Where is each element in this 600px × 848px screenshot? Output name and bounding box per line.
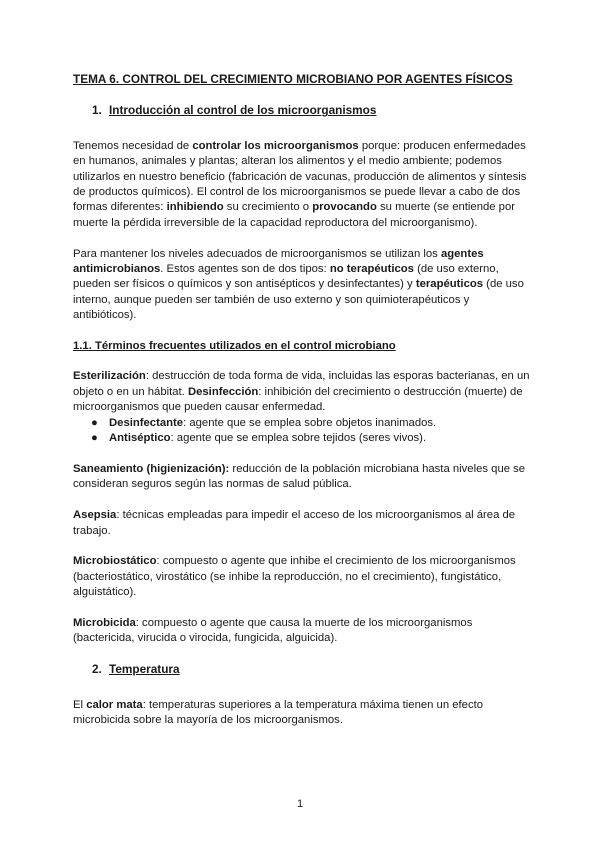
term-desinfectante: Desinfectante (109, 416, 184, 429)
saneamiento-paragraph (73, 462, 533, 493)
text-run: El (73, 698, 87, 711)
section-2-heading (92, 662, 533, 677)
bullet-icon: ● (91, 416, 98, 429)
microbiostatico-paragraph (73, 554, 533, 600)
text-run: (de uso interno, aunque pueden ser también de uso externo y son quimioterapéuticos y antibióticos). (73, 278, 524, 322)
definition-text: : inhibición del crecimiento o destrucción (muerte) de microorganismos que pueden causar enfermedad. (73, 385, 523, 414)
term-microbicida: Microbicida (73, 616, 136, 629)
text-run: su crecimiento o (223, 201, 313, 214)
intro-paragraph-2 (73, 247, 533, 324)
bullet-list (73, 416, 533, 447)
term-asepsia: Asepsia (73, 509, 117, 522)
term-antiseptico: Antiséptico (109, 432, 171, 445)
term-desinfeccion: Desinfección (187, 385, 259, 398)
intro-paragraph-1 (73, 139, 533, 231)
definition-text: : compuesto o agente que causa la muerte de los microorganismos (bactericida, virucida o virocida, fungicida, alguicida). (73, 616, 473, 645)
text-run: Para mantener los niveles adecuados de microorganismos se utilizan los (73, 247, 441, 260)
document-title: TEMA 6. CONTROL DEL CRECIMIENTO MICROBIANO POR AGENTES FÍSICOS (73, 72, 513, 86)
text-run: porque: producen enfermedades en humanos, animales y plantas; alteran los alimentos y el medio ambiente; podemos utilizarlos en nuestro beneficio (fabricación de vacunas, producción de alimentos y síntesis de productos químicos). El control de los microorganismos se puede llevar a cabo de dos formas diferentes: (73, 139, 527, 214)
bold-run: provocando (312, 201, 377, 214)
bold-run: no terapéuticos (329, 263, 414, 276)
list-item (73, 431, 533, 446)
term-esterilizacion: Esterilización (73, 370, 146, 383)
esterilizacion-paragraph (73, 369, 533, 415)
bold-run: inhibiendo (166, 201, 224, 214)
section-1-number: 1. (92, 103, 102, 118)
section-1-1-heading: 1.1. Términos frecuentes utilizados en el control microbiano (73, 340, 396, 353)
definition-text: : compuesto o agente que inhibe el crecimiento de los microorganismos (bacteriostático, virostático (se inhibe la reproducción, no el crecimiento), fungistático, alguistático). (73, 555, 516, 599)
text-run: . Estos agentes son de dos tipos: (160, 263, 330, 276)
temperatura-paragraph (73, 698, 533, 729)
microbicida-paragraph (73, 616, 533, 647)
section-2-title: Temperatura (109, 662, 180, 677)
section-1-title: Introducción al control de los microorganismos (109, 103, 377, 118)
definition-text: : destrucción de toda forma de vida, incluidas las esporas bacterianas, en un objeto o en un hábitat. (73, 370, 530, 398)
definition-text: reducción de la población microbiana hasta niveles que se consideran seguros según las normas de salud pública. (73, 462, 526, 491)
definition-text: : agente que se emplea sobre objetos inanimados. (183, 416, 437, 429)
bold-run: agentes antimicrobianos (73, 247, 484, 276)
bold-run: calor mata (86, 698, 143, 711)
section-2-number: 2. (92, 662, 102, 677)
term-saneamiento: Saneamiento (higienización): (73, 462, 230, 475)
definition-text: : técnicas empleadas para impedir el acceso de los microorganismos al área de trabajo. (73, 509, 516, 537)
list-item (73, 416, 533, 431)
text-run: Tenemos necesidad de (73, 139, 193, 152)
page-number: 1 (296, 798, 304, 810)
document-page (73, 72, 533, 744)
text-run: (de uso externo, pueden ser físicos o químicos y son antisépticos y desinfectantes) y (73, 263, 499, 291)
bullet-icon: ● (91, 432, 98, 445)
bold-run: terapéuticos (415, 278, 484, 291)
definition-text: : agente que se emplea sobre tejidos (seres vivos). (170, 432, 427, 445)
text-run: : temperaturas superiores a la temperatura máxima tienen un efecto microbicida sobre la mayoría de los microorganismos. (73, 698, 484, 726)
text-run: su muerte (se entiende por muerte la pérdida irreversible de la capacidad reproductora del microorganismo). (73, 201, 516, 229)
section-1-heading (92, 103, 533, 118)
asepsia-paragraph (73, 508, 533, 539)
bold-run: controlar los microorganismos (192, 139, 359, 152)
term-microbiostatico: Microbiostático (73, 555, 157, 568)
